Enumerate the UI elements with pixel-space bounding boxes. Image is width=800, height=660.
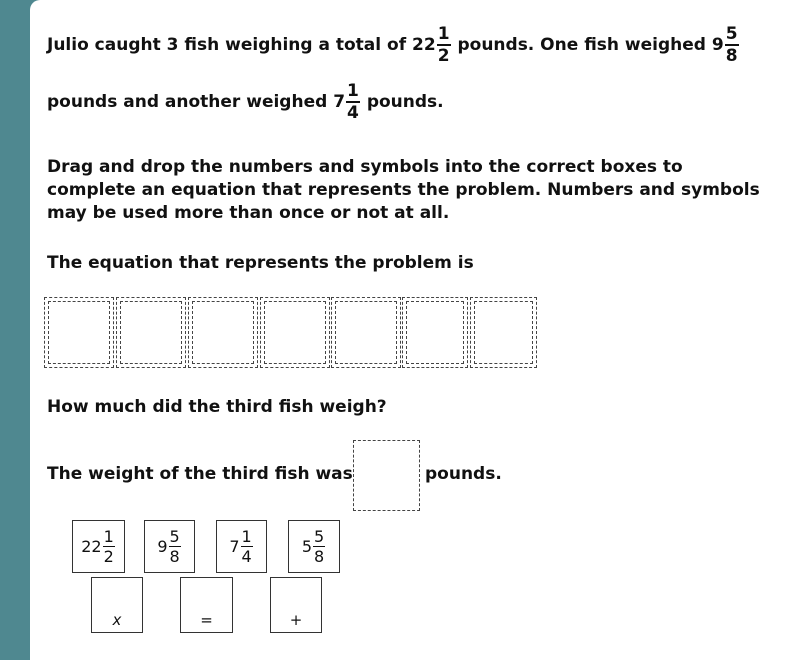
mixed-number-fish2 — [333, 81, 361, 123]
number-tile-7-1-4[interactable] — [216, 520, 267, 573]
problem-line-1 — [47, 24, 740, 66]
numerator: 1 — [241, 527, 252, 546]
mixed-number-total — [412, 24, 452, 66]
problem-text-1b: pounds. One fish weighed — [457, 34, 706, 55]
answer-slot[interactable] — [353, 440, 420, 511]
whole-part: 5 — [301, 537, 312, 556]
denominator: 8 — [725, 46, 738, 66]
number-tile-9-5-8[interactable] — [144, 520, 195, 573]
equation-slot-1[interactable] — [44, 297, 114, 368]
denominator: 8 — [169, 547, 180, 566]
equation-slot-2[interactable] — [116, 297, 186, 368]
symbol-label: x — [112, 611, 122, 629]
numerator: 1 — [103, 527, 114, 546]
number-tile-22-1-2[interactable] — [72, 520, 125, 573]
mixed-number-fish1 — [712, 24, 740, 66]
whole-part: 9 — [711, 34, 724, 55]
equation-prompt: The equation that represents the problem is — [47, 253, 474, 273]
fraction — [313, 527, 325, 566]
fraction — [725, 24, 739, 66]
equation-slot-5[interactable] — [331, 297, 401, 368]
equation-slot-3[interactable] — [188, 297, 258, 368]
symbol-tile-plus[interactable] — [270, 577, 322, 633]
whole-part: 7 — [229, 537, 240, 556]
tile-value — [145, 527, 194, 566]
symbol-tile-equals[interactable] — [180, 577, 233, 633]
numerator: 1 — [437, 24, 450, 44]
numerator: 5 — [169, 527, 180, 546]
equation-slot-6[interactable] — [402, 297, 468, 368]
question-text: How much did the third fish weigh? — [47, 397, 387, 417]
problem-text-1a: Julio caught 3 fish weighing a total of — [47, 34, 407, 55]
problem-text-2a: pounds and another weighed — [47, 91, 328, 112]
denominator: 2 — [103, 547, 114, 566]
tile-value — [73, 527, 124, 566]
fraction — [346, 81, 360, 123]
fraction — [241, 527, 253, 566]
denominator: 4 — [241, 547, 252, 566]
answer-suffix: pounds. — [425, 464, 502, 484]
problem-text-2b: pounds. — [366, 91, 444, 112]
whole-part: 9 — [157, 537, 168, 556]
denominator: 2 — [437, 46, 450, 66]
equation-slot-4[interactable] — [260, 297, 330, 368]
whole-part: 22 — [81, 537, 102, 556]
symbol-label: + — [289, 611, 303, 629]
numerator: 5 — [314, 527, 325, 546]
whole-part: 7 — [333, 91, 346, 112]
fraction — [437, 24, 451, 66]
whole-part: 22 — [412, 34, 436, 55]
fraction — [103, 527, 115, 566]
number-tile-5-5-8[interactable] — [288, 520, 340, 573]
instructions: Drag and drop the numbers and symbols into the correct boxes to complete an equation that represents the problem. Numbers and symbols may be used more than once or not at all. — [47, 157, 760, 223]
problem-line-2 — [47, 81, 444, 123]
denominator: 4 — [347, 103, 359, 123]
symbol-tile-times[interactable] — [91, 577, 143, 633]
numerator: 1 — [347, 81, 359, 101]
fraction — [169, 527, 181, 566]
denominator: 8 — [314, 547, 325, 566]
tile-value — [217, 527, 266, 566]
answer-prefix: The weight of the third fish was — [47, 464, 353, 484]
tile-value — [289, 527, 339, 566]
equation-slot-7[interactable] — [470, 297, 537, 368]
numerator: 5 — [725, 24, 738, 44]
symbol-label: = — [200, 611, 213, 629]
